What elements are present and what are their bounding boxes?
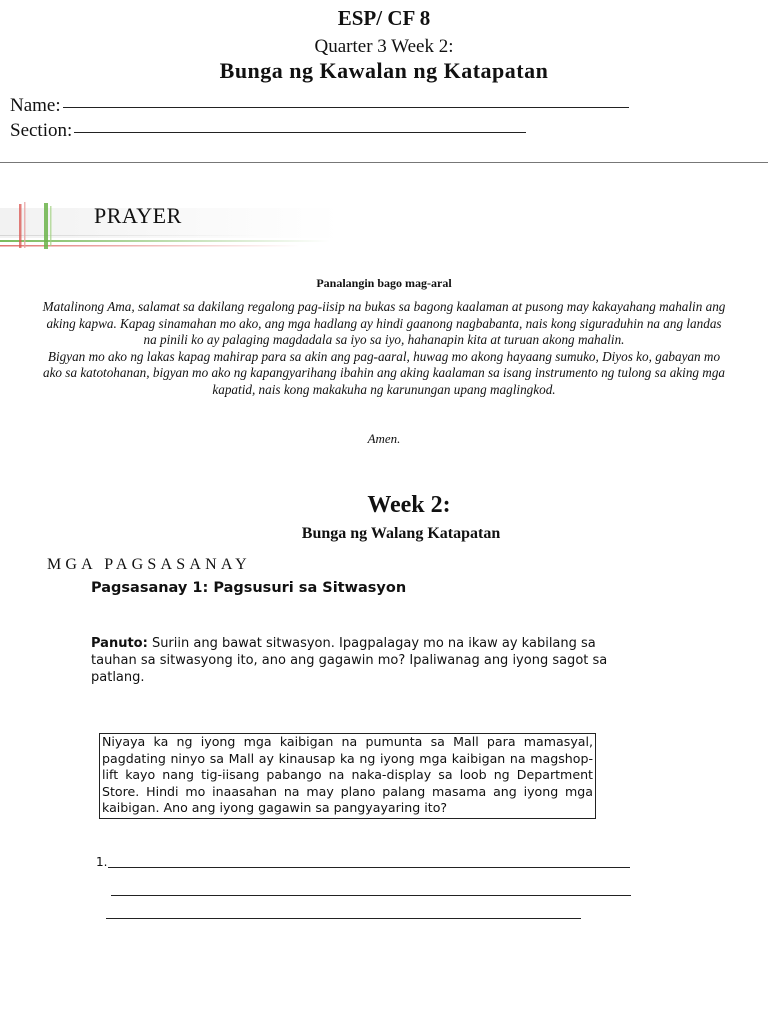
quarter-label: Quarter 3 Week 2: <box>314 36 454 57</box>
exercise-1-title: Pagsasanay 1: Pagsusuri sa Sitwasyon <box>91 580 407 596</box>
header-divider <box>0 162 768 163</box>
answer-line[interactable] <box>108 867 630 868</box>
instructions <box>91 635 631 686</box>
name-field <box>10 95 629 117</box>
instructions-label: Panuto: <box>91 636 148 651</box>
exercises-heading: MGA PAGSASANAY <box>47 556 251 573</box>
section-field <box>10 120 526 142</box>
prayer-text: Matalinong Ama, salamat sa dakilang regalong pag-iisip na bukas sa bagong kaalaman at pusong may kakayahang mahalin ang aking kapwa. Kapag sinamahan mo ako, ang mga hadlang ay hindi gaanong nagbabanta, nais kong siguraduhin na ang landas na pinili ko ay palaging magdadala sa iyo sa iyo, hahanapin kita at turuan akong mahalin. Bigyan mo ako ng lakas kapag mahirap para sa akin ang pag-aaral, huwag mo akong hayaang sumuko, Diyos ko, gabayan mo ako sa katotohanan, bigyan mo ako ng kapangyarihang ibahin ang aking kaalaman sa isang instrumento ng tulong sa aking mga kapatid, nais kong makakuha ng karunungan upang maglingkod. <box>42 299 726 397</box>
week-title: Week 2: <box>367 492 451 518</box>
section-blank-line[interactable] <box>74 132 526 133</box>
name-label: Name: <box>10 95 61 116</box>
answer-number: 1. <box>96 855 108 869</box>
lesson-title: Bunga ng Kawalan ng Katapatan <box>219 58 549 83</box>
prayer-heading: Panalangin bago mag-aral <box>316 276 452 290</box>
prayer-banner-title: PRAYER <box>94 203 182 228</box>
answer-line[interactable] <box>111 895 631 896</box>
section-label: Section: <box>10 120 73 141</box>
name-blank-line[interactable] <box>63 107 629 108</box>
instructions-text: Suriin ang bawat sitwasyon. Ipagpalagay mo na ikaw ay kabilang sa tauhan sa sitwasyong ito, ano ang gagawin mo? Ipaliwanag ang iyong sagot sa patlang. <box>91 636 608 685</box>
situation-box: Niyaya ka ng iyong mga kaibigan na pumunta sa Mall para mamasyal, pagdating ninyo sa Mall ay kinausap ka ng iyong mga kaibigan na magshop-lift kayo nang tig-iisang pabango na naka-display sa loob ng Department Store. Hindi mo inaasahan na may plano palang masama ang iyong mga kaibigan. Ano ang iyong gagawin sa pangyayaring ito? <box>99 733 596 819</box>
week-subtitle: Bunga ng Walang Katapatan <box>301 525 501 542</box>
answer-line[interactable] <box>106 918 581 919</box>
prayer-closing: Amen. <box>367 431 401 446</box>
subject-title: ESP/ CF 8 <box>337 6 431 30</box>
